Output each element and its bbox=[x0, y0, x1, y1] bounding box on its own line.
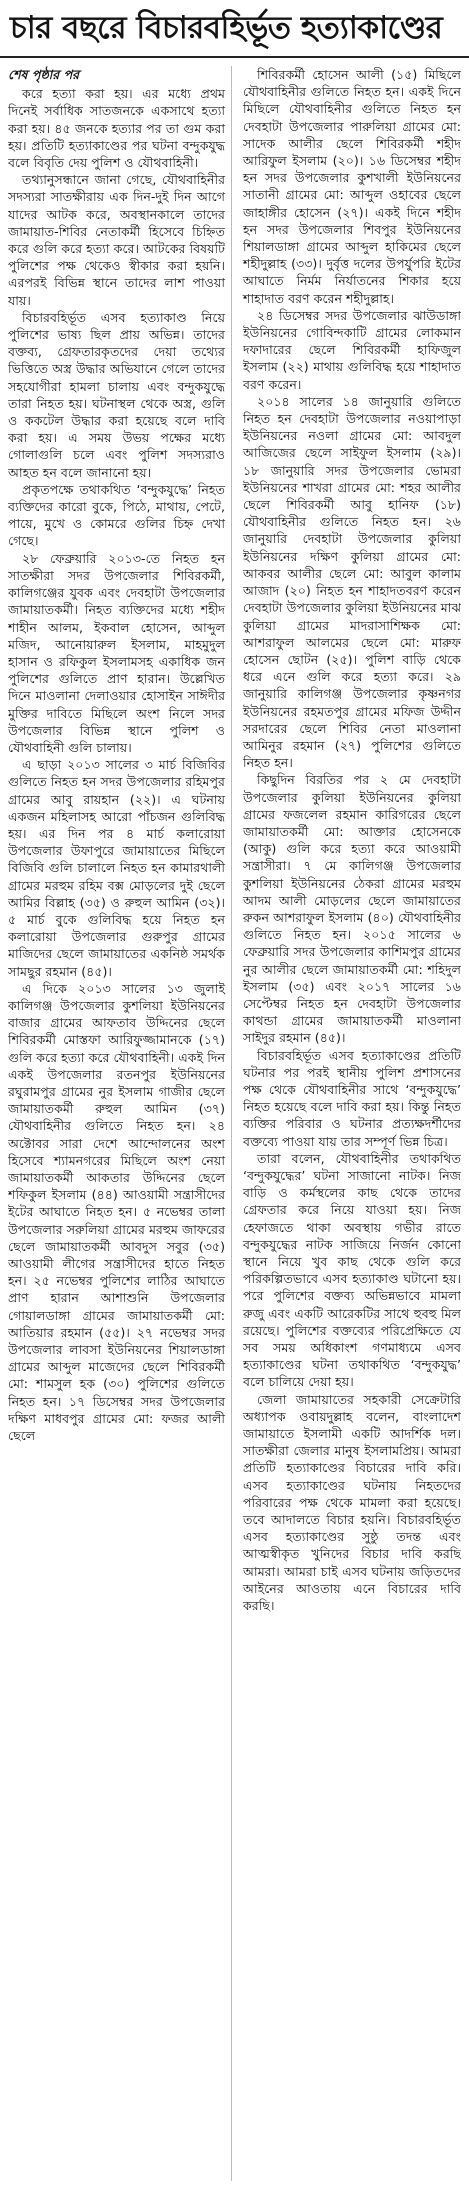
article-headline: চার বছরে বিচারবহির্ভূত হত্যাকাণ্ডের bbox=[0, 0, 469, 58]
paragraph: শিবিরকর্মী হোসেন আলী (১৫) মিছিলে যৌথবাহিনীর গুলিতে নিহত হন। একই দিনে মিছিলে যৌথবাহিনীর গুলিতে নিহত হন দেবহাটা উপজেলার পারুলিয়া গ্রামের মো: সাদেক আলীর ছেলে শিবিরকর্মী শহীদ আরিফুল ইসলাম (২০)। ১৬ ডিসেম্বর শহীদ হন সদর উপজেলার কুশখালী ইউনিয়নের সাতানী গ্রামের মো: আব্দুল ওহাবের ছেলে জাহাঙ্গীর হোসেন (২৭)। একই দিনে শহীদ হন সদর উপজেলার শিবপুর ইউনিয়নের শিয়ালডাঙ্গা গ্রামের আব্দুল হাকিমের ছেলে শহীদুল্লাহ (৩৩)। দুর্বৃত্ত দলের উপর্যুপরি ইটের আঘাতে নির্মম নির্যাতনের শিকার হয়ে শাহাদাত বরণ করেন শহীদুল্লাহ। bbox=[243, 67, 461, 306]
paragraph: প্রকৃতপক্ষে তথাকথিত ‘বন্দুকযুদ্ধে’ নিহত ব্যক্তিদের কারো বুকে, পিঠে, মাথায়, পেটে, পায়ে, মুখে ও কোমরে গুলির চিহ্ন দেখা গেছে। bbox=[8, 481, 225, 549]
continuation-kicker: শেষ পৃষ্ঠার পর bbox=[8, 67, 80, 82]
paragraph: তারা বলেন, যৌথবাহিনীর তথাকথিত ‘বন্দুকযুদ্ধের’ ঘটনা সাজানো নাটক। নিজ বাড়ি ও কর্মস্থলের কাছ থেকে তাদের গ্রেফতার করে নিয়ে যাওয়া হয়। নিজ হেফাজতে থাকা অবস্থায় গভীর রাতে বন্দুকযুদ্ধের নাটক সাজিয়ে নির্জন কোনো স্থানে নিয়ে খুব কাছ থেকে গুলি করে পরিকল্পিতভাবে এসব হত্যাকাণ্ড ঘটানো হয়। পরে পুলিশের বক্তব্য অভিন্নভাবে মামলা রুজু এবং একটি আরেকটির সাথে হুবহু মিল রয়েছে। পুলিশের বক্তব্যের পরিপ্রেক্ষিতে যে সব সময় অধিকাংশ গণমাধ্যমে এসব হত্যাকাণ্ডের ঘটনা তথাকথিত ‘বন্দুকযুদ্ধ’ বলে চালিয়ে দেয়া হয়। bbox=[243, 1150, 461, 1390]
paragraph: তথ্যানুসন্ধানে জানা গেছে, যৌথবাহিনীর সদস্যরা সাতক্ষীরায় এক দিন-দুই দিন আগে যাদের আটক করে, অবস্থানকালে তাদের জামায়াত-শিবির নেতাকর্মী হিসেবে চিহ্নিত করে গুলি করে হত্যা করে। আটকের বিষয়টি পুলিশের পক্ষ থেকেও স্বীকার করা হয়নি। এরপরই বিভিন্ন স্থানে তাদের লাশ পাওয়া যায়। bbox=[8, 172, 225, 308]
paragraph: বিচারবহির্ভূত এসব হত্যাকাণ্ড নিয়ে পুলিশের ভাষ্য ছিল প্রায় অভিন্ন। তাদের বক্তব্য, গ্রেফতারকৃতদের দেয়া তথ্যের ভিত্তিতে অস্ত্র উদ্ধার অভিযানে গেলে তাদের সহযোগীরা হামলা চালায় এবং বন্দুকযুদ্ধে তারা নিহত হয়। ঘটনাস্থল থেকে অস্ত্র, গুলি ও ককটেল উদ্ধার করা হয়েছে বলে দাবি করা হয়। এ সময় উভয় পক্ষের মধ্যে গোলাগুলি চলে এবং পুলিশ সদস্যরাও আহত হন বলে জানানো হয়। bbox=[8, 309, 225, 480]
paragraph: ২৮ ফেব্রুয়ারি ২০১৩-তে নিহত হন সাতক্ষীরা সদর উপজেলার শিবিরকর্মী, কালিগঞ্জের যুবক এবং দেবহাটা উপজেলার জামায়াতকর্মী। নিহত ব্যক্তিদের মধ্যে শহীদ শাহীন আলম, ইকবাল হোসেন, আব্দুল মজিদ, আনোয়ারুল ইসলাম, মাহমুদুল হাসান ও রফিকুল ইসলামসহ একাধিক জন পুলিশের গুলিতে প্রাণ হারান। উল্লেখিত দিনে মাওলানা দেলাওয়ার হোসাইন সাঈদীর মুক্তির দাবিতে মিছিলে অংশ নিলে সদর উপজেলার বিভিন্ন স্থানে পুলিশ ও যৌথবাহিনী গুলি চালায়। bbox=[8, 550, 225, 755]
paragraph: ২৪ ডিসেম্বর সদর উপজেলার ঝাউডাঙ্গা ইউনিয়নের গোবিন্দকাটি গ্রামের লোকমান দফাদারের ছেলে শিবিরকর্মী হাফিজুল ইসলাম (২২) মাথায় গুলিবিদ্ধ হয়ে শাহাদাত বরণ করেন। bbox=[243, 307, 461, 392]
paragraph: বিচারবহির্ভূত এসব হত্যাকাণ্ডের প্রতিটি ঘটনার পর পরই স্থানীয় পুলিশ প্রশাসনের পক্ষ থেকে যৌথবাহিনীর সাথে ‘বন্দুকযুদ্ধে’ নিহত হয়েছে বলে দাবি করা হয়। কিন্তু নিহত ব্যক্তির পরিবার ও ঘটনার প্রত্যক্ষদর্শীদের বক্তব্যে পাওয়া যায় তার সম্পূর্ণ ভিন্ন চিত্র। bbox=[243, 1047, 461, 1149]
article-column-left bbox=[8, 66, 232, 2181]
paragraph: করে হত্যা করা হয়। এর মধ্যে প্রথম দিনেই সর্বাধিক সাতজনকে একসাথে হত্যা করা হয়। ৪৫ জনকে হত্যার পর তা গুম করা হয়। প্রতিটি হত্যাকাণ্ডের পর ঘটনা বন্দুকযুদ্ধ বলে বিবৃতি দেয় পুলিশ ও যৌথবাহিনী। bbox=[8, 86, 225, 171]
paragraph: কিছুদিন বিরতির পর ২ মে দেবহাটা উপজেলার কুলিয়া ইউনিয়নের কুলিয়া গ্রামের ফজলেল রহমান কারিগরের ছেলে জামায়াতকর্মী মো: আক্তার হোসেনকে (আকু) গুলি করে হত্যা করে আওয়ামী সন্ত্রাসীরা। ৭ মে কালিগঞ্জ উপজেলার কুশলিয়া ইউনিয়নের ঠেকরা গ্রামের মরহুম আদম আলী মোড়লের ছেলে জামায়াতের রুকন আশরাফুল ইসলাম (৪০) যৌথবাহিনীর গুলিতে নিহত হন। ২০১৫ সালের ৬ ফেব্রুয়ারি সদর উপজেলার কাশিমপুর গ্রামের নুর আলীর ছেলে জামায়াতকর্মী মো: শহিদুল ইসলাম (৩৫) এবং ২০১৭ সালের ১৬ সেপ্টেম্বর নিহত হন দেবহাটা উপজেলার কাথন্ডা গ্রামের জামায়াতকর্মী মাওলানা সাইদুর রহমান (৪৫)। bbox=[243, 772, 461, 1046]
article-body bbox=[8, 66, 461, 2181]
paragraph: ২০১৪ সালের ১৪ জানুয়ারি গুলিতে নিহত হন দেবহাটা উপজেলার নওয়াপাড়া ইউনিয়নের নওলা গ্রামের মো: আবদুল আজিজের ছেলে সাইফুল ইসলাম (২৯)। ১৮ জানুয়ারি সদর উপজেলার ভোমরা ইউনিয়নের শাখরা গ্রামের মো: শহর আলীর ছেলে শিবিরকর্মী আবু হানিফ (১৮) যৌথবাহিনীর গুলিতে নিহত হন। ২৬ জানুয়ারি দেবহাটা উপজেলার কুলিয়া ইউনিয়নের দক্ষিণ কুলিয়া গ্রামের মো: আকবর আলীর ছেলে মো: আবুল কালাম আজাদ (২০) নিহত হন শাহাদতবরণ করেন দেবহাটা উপজেলার কুলিয়া ইউনিয়নের মাঝ কুলিয়া গ্রামের মাদরাসাশিক্ষক মো: আশরাফুল আলমের ছেলে মো: মারুফ হোসেন ছোটন (২৫)। পুলিশ বাড়ি থেকে ধরে এনে গুলি করে হত্যা করে। ২৯ জানুয়ারি কালিগঞ্জ উপজেলার কৃষ্ণনগর ইউনিয়নের রহমতপুর গ্রামের মফিজ উদ্দীন সরদারের ছেলে শিবির নেতা মাওলানা আমিনুর রহমান (২৭) পুলিশের গুলিতে নিহত হন। bbox=[243, 393, 461, 771]
paragraph: এ দিকে ২০১৩ সালের ১৩ জুলাই কালিগঞ্জ উপজেলার কুশলিয়া ইউনিয়নের বাজার গ্রামের আফতাব উদ্দিনের ছেলে শিবিরকর্মী মোস্তফা আরিফুজ্জামানকে (১৭) গুলি করে হত্যা করে যৌথবাহিনী। একই দিন একই উপজেলার রতনপুর ইউনিয়নের রঘুরামপুর গ্রামের নুর ইসলাম গাজীর ছেলে জামায়াতকর্মী রুহুল আমিন (৩৭) যৌথবাহিনীর গুলিতে নিহত হন। ২৪ অক্টোবর সারা দেশে আন্দোলনের অংশ হিসেবে শ্যামনগরের মিছিলে অংশ নেয়া জামায়াতকর্মী আকতার উদ্দিনের ছেলে শফিকুল ইসলাম (৪৪) আওয়ামী সন্ত্রাসীদের ইটের আঘাতে নিহত হন। ৫ নভেম্বর তালা উপজেলার সরুলিয়া গ্রামের মরহুম জাফরের ছেলে জামায়াতকর্মী আবদুস সবুর (৩৫) আওয়ামী লীগের সন্ত্রাসীদের হাতে নিহত হন। ২৫ নভেম্বর পুলিশের লাঠির আঘাতে প্রাণ হারান আশাশুনি উপজেলার গোয়ালডাঙ্গা গ্রামের জামায়াতকর্মী মো: আতিয়ার রহমান (৫৫)। ২৭ নভেম্বর সদর উপজেলার লাবসা ইউনিয়নের শিয়ালডাঙ্গা গ্রামের আব্দুল মাজেদের ছেলে শিবিরকর্মী মো: শামসুল হক (৩০) পুলিশের গুলিতে নিহত হন। ১৭ ডিসেম্বর সদর উপজেলার দক্ষিণ মাধবপুর গ্রামের মো: ফজর আলী ছেলে bbox=[8, 980, 225, 1444]
article-column-right bbox=[237, 66, 461, 2181]
paragraph: এ ছাড়া ২০১৩ সালের ৩ মার্চ বিজিবির গুলিতে নিহত হন সদর উপজেলার রহিমপুর গ্রামের আবু রায়হান (২২)। এ ঘটনায় একজন মহিলাসহ আরো পাঁচজন গুলিবিদ্ধ হয়। এর দিন পর ৪ মার্চ কলারোয়া উপজেলার উফাপুরে জামায়াতের মিছিলে বিজিবি গুলি চালালে নিহত হন কামারথালী গ্রামের মরহুম রহিম বক্স মোড়লের দুই ছেলে আমির বিল্লাহ (৩৫) ও রুহুল আমিন (৩২)। ৫ মার্চ বুকে গুলিবিদ্ধ হয়ে নিহত হন কলারোয়া উপজেলার গুরুপুর গ্রামের মাজিদের ছেলে জামায়াতের একনিষ্ঠ সমর্থক সামছুর রহমান (৪৫)। bbox=[8, 757, 225, 979]
paragraph: জেলা জামায়াতের সহকারী সেক্রেটারি অধ্যাপক ওবায়দুল্লাহ বলেন, বাংলাদেশ জামায়াতে ইসলামী একটি আদর্শিক দল। সাতক্ষীরা জেলার মানুষ ইসলামপ্রিয়। আমরা প্রতিটি হত্যাকাণ্ডের বিচারের দাবি করি। এসব হত্যাকাণ্ডের ঘটনায় নিহতদের পরিবারের পক্ষ থেকে মামলা করা হয়েছে। তবে আদালতে বিচার হয়নি। বিচারবহির্ভূত এসব হত্যাকাণ্ডের সুষ্ঠু তদন্ত এবং আত্মস্বীকৃত খুনিদের বিচার দাবি করছি আমরা। আমরা চাই এসব ঘটনায় জড়িতদের আইনের আওতায় এনে বিচারের দাবি করছি। bbox=[243, 1391, 461, 1614]
